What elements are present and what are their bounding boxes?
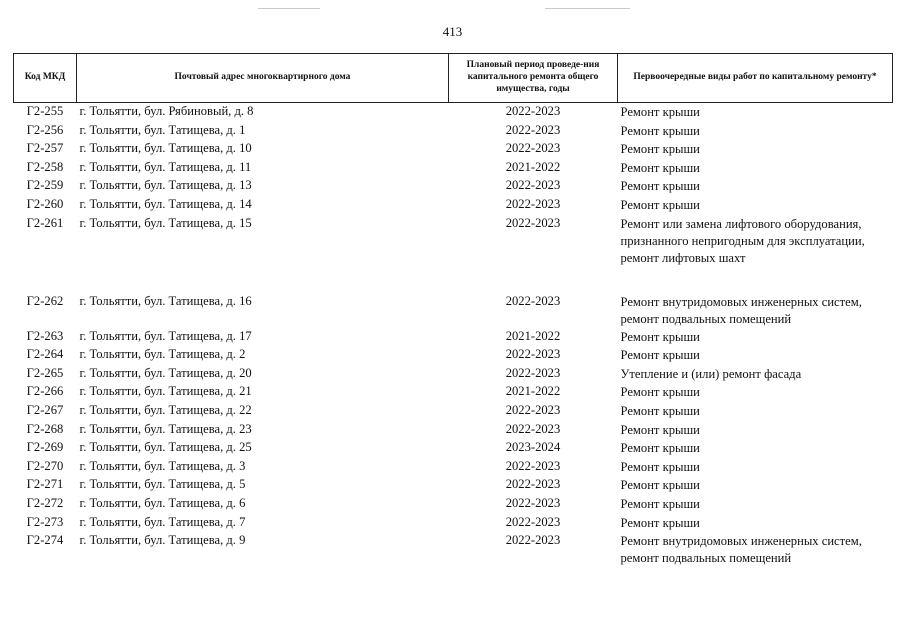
cell-works: Ремонт внутридомовых инженерных систем, ремонт подвальных помещений [620, 534, 862, 566]
cell-works: Ремонт внутридомовых инженерных систем, ремонт подвальных помещений [620, 294, 862, 326]
table-row [14, 458, 893, 477]
cell-address: г. Тольятти, бул. Татищева, д. 14 [79, 196, 252, 211]
cell-address: г. Тольятти, бул. Татищева, д. 7 [79, 514, 246, 529]
cell-code: Г2-267 [26, 402, 64, 417]
cell-period: 2022-2023 [505, 122, 561, 137]
cell-code: Г2-266 [26, 384, 64, 399]
table-row [14, 103, 893, 122]
table-row [14, 383, 893, 402]
cell-works: Ремонт крыши [620, 385, 700, 400]
cell-period: 2022-2023 [505, 365, 561, 380]
cell-address: г. Тольятти, бул. Татищева, д. 20 [79, 365, 252, 380]
cell-period: 2022-2023 [505, 421, 561, 436]
cell-period: 2021-2022 [505, 384, 561, 399]
cell-address: г. Тольятти, бул. Татищева, д. 16 [79, 293, 252, 308]
table-row [14, 346, 893, 365]
cell-code: Г2-259 [26, 178, 64, 193]
page-number: 413 [442, 24, 463, 39]
cell-works: Ремонт крыши [620, 329, 700, 344]
cell-address: г. Тольятти, бул. Татищева, д. 15 [79, 215, 252, 230]
cell-period: 2022-2023 [505, 293, 561, 308]
cell-code: Г2-271 [26, 477, 64, 492]
cell-code: Г2-262 [26, 293, 64, 308]
cell-period: 2022-2023 [505, 141, 561, 156]
cell-address: г. Тольятти, бул. Татищева, д. 25 [79, 440, 252, 455]
cell-address: г. Тольятти, бул. Татищева, д. 13 [79, 178, 252, 193]
cell-works: Ремонт крыши [620, 105, 700, 119]
repair-schedule-table [13, 53, 893, 567]
table-row [14, 140, 893, 159]
cell-code: Г2-260 [26, 196, 64, 211]
header-works: Первоочередные виды работ по капитальному ремонту* [618, 54, 893, 103]
cell-address: г. Тольятти, бул. Татищева, д. 23 [79, 421, 252, 436]
table-row [14, 532, 893, 567]
cell-works: Ремонт крыши [620, 459, 700, 474]
cell-address: г. Тольятти, бул. Татищева, д. 11 [79, 159, 252, 174]
table-row [14, 293, 893, 328]
cell-code: Г2-268 [26, 421, 64, 436]
cell-period: 2022-2023 [505, 533, 561, 548]
cell-address: г. Тольятти, бул. Татищева, д. 3 [79, 458, 246, 473]
cell-address: г. Тольятти, бул. Татищева, д. 9 [79, 533, 246, 548]
table-body [14, 103, 893, 568]
cell-works: Ремонт крыши [620, 422, 700, 437]
table-header-row [14, 54, 893, 103]
table-row [14, 402, 893, 421]
cell-code: Г2-258 [26, 159, 64, 174]
table-row [14, 122, 893, 141]
cell-code: Г2-274 [26, 533, 64, 548]
cell-code: Г2-255 [26, 104, 64, 118]
table-row [14, 365, 893, 384]
header-period: Плановый период проведе-ния капитального ремонта общего имущества, годы [449, 54, 618, 103]
cell-works: Ремонт крыши [620, 160, 700, 175]
cell-period: 2022-2023 [505, 477, 561, 492]
table-row [14, 159, 893, 178]
table-row [14, 476, 893, 495]
header-code: Код МКД [14, 54, 77, 103]
cell-period: 2022-2023 [505, 495, 561, 510]
scan-artifact [258, 8, 320, 9]
cell-works: Ремонт крыши [620, 142, 700, 157]
cell-period: 2022-2023 [505, 178, 561, 193]
cell-address: г. Тольятти, бул. Татищева, д. 22 [79, 402, 252, 417]
cell-code: Г2-270 [26, 458, 64, 473]
cell-code: Г2-272 [26, 495, 64, 510]
cell-works: Ремонт или замена лифтового оборудования, признанного непригодным для эксплуатации, ремонт лифтовых шахт [620, 216, 865, 265]
cell-period: 2022-2023 [505, 104, 561, 118]
table-row [14, 421, 893, 440]
cell-works: Ремонт крыши [620, 179, 700, 194]
cell-address: г. Тольятти, бул. Татищева, д. 21 [79, 384, 252, 399]
cell-code: Г2-257 [26, 141, 64, 156]
cell-address: г. Тольятти, бул. Рябиновый, д. 8 [79, 104, 254, 118]
cell-address: г. Тольятти, бул. Татищева, д. 6 [79, 495, 246, 510]
cell-code: Г2-263 [26, 328, 64, 343]
cell-code: Г2-256 [26, 122, 64, 137]
cell-works: Утепление и (или) ремонт фасада [620, 366, 802, 381]
table-row [14, 215, 893, 293]
cell-works: Ремонт крыши [620, 403, 700, 418]
cell-works: Ремонт крыши [620, 348, 700, 363]
cell-period: 2022-2023 [505, 215, 561, 230]
cell-address: г. Тольятти, бул. Татищева, д. 1 [79, 122, 246, 137]
cell-address: г. Тольятти, бул. Татищева, д. 2 [79, 347, 246, 362]
cell-period: 2023-2024 [505, 440, 561, 455]
cell-address: г. Тольятти, бул. Татищева, д. 17 [79, 328, 252, 343]
cell-works: Ремонт крыши [620, 197, 700, 212]
cell-works: Ремонт крыши [620, 441, 700, 456]
cell-period: 2021-2022 [505, 328, 561, 343]
scan-artifact [545, 8, 630, 9]
cell-works: Ремонт крыши [620, 496, 700, 511]
cell-code: Г2-269 [26, 440, 64, 455]
table-row [14, 439, 893, 458]
cell-code: Г2-261 [26, 215, 64, 230]
cell-period: 2022-2023 [505, 347, 561, 362]
table-row [14, 328, 893, 347]
cell-period: 2022-2023 [505, 196, 561, 211]
cell-address: г. Тольятти, бул. Татищева, д. 10 [79, 141, 252, 156]
cell-code: Г2-264 [26, 347, 64, 362]
header-address: Почтовый адрес многоквартирного дома [77, 54, 449, 103]
cell-period: 2022-2023 [505, 514, 561, 529]
cell-code: Г2-273 [26, 514, 64, 529]
cell-period: 2022-2023 [505, 458, 561, 473]
cell-works: Ремонт крыши [620, 123, 700, 138]
cell-works: Ремонт крыши [620, 515, 700, 530]
cell-code: Г2-265 [26, 365, 64, 380]
cell-period: 2021-2022 [505, 159, 561, 174]
cell-period: 2022-2023 [505, 402, 561, 417]
cell-works: Ремонт крыши [620, 478, 700, 493]
table-row [14, 177, 893, 196]
table-row [14, 514, 893, 533]
table-row [14, 196, 893, 215]
table-row [14, 495, 893, 514]
cell-address: г. Тольятти, бул. Татищева, д. 5 [79, 477, 246, 492]
